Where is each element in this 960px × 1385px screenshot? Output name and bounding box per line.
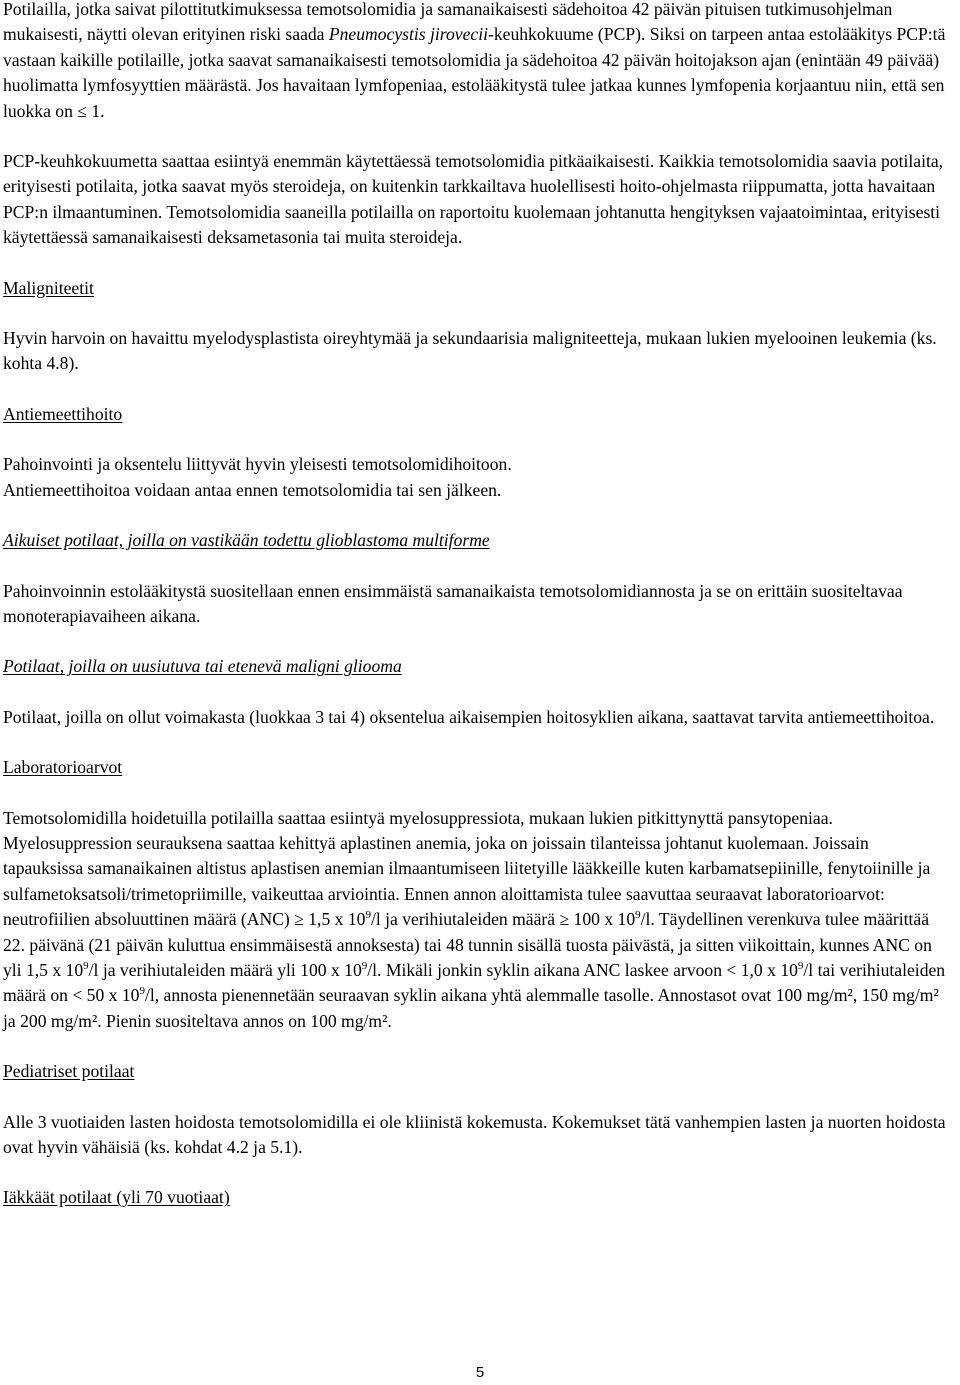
text-run: /l ja verihiutaleiden määrä ≥ 100 x 10 <box>370 909 636 930</box>
paragraph-pcp-long-term: PCP-keuhkokuumetta saattaa esiintyä enemmän käytettäessä temotsolomidia pitkäaikaisesti. Kaikkia temotsolomidia saavia potilaita, erityisesti potilaita, jotka saavat myös steroideja, on kuitenkin tarkkailtava huolellisesti hoito-ohjelmasta riippumatta, jotta havaitaan PCP:n ilmaantuminen. Temotsolomidia saaneilla potilailla on raportoitu kuolemaan johtanutta hengityksen vajaatoimintaa, erityisesti käytettäessä samanaikaisesti deksametasonia tai muita steroideja. <box>3 151 944 248</box>
page-number: 5 <box>475 1364 485 1381</box>
text-run: /l. Mikäli jonkin syklin aikana ANC laskee arvoon < 1,0 x 10 <box>367 959 798 980</box>
paragraph-malignancies: Hyvin harvoin on havaittu myelodysplastista oireyhtymää ja sekundaarisia maligniteetteja, mukaan lukien myelooinen leukemia (ks. kohta 4.8). <box>3 328 937 374</box>
text-run: -keuhkokuume (PCP). Siksi on tarpeen antaa estolääkitys PCP:tä vastaan kaikille potilaille, jotka saavat samanaikaisesti temotsolomidia ja sädehoitoa 42 päivän hoitojakson ajan (enintään 49 päivää) huolimatta lymfosyyttien määrästä. Jos havaitaan lymfopeniaa, estolääkitystä tulee jatkaa kunnes lymfopenia korjaantuu niin, että sen luokka on ≤ 1. <box>3 24 946 121</box>
paragraph-laboratory-values <box>3 806 950 1035</box>
superscript: 9 <box>361 959 368 972</box>
text-run: /l. Täydellinen verenkuva tulee määrittää 22. päivänä (21 päivän kuluttua ensimmäisestä annoksesta) tai 48 tunnin sisällä tuosta päivästä, ja sitten viikoittain, kunnes ANC on yli 1,5 x 10 <box>3 909 932 980</box>
superscript: 9 <box>797 959 804 972</box>
heading-malignancies: Maligniteetit <box>3 277 94 298</box>
heading-antiemetic: Antiemeettihoito <box>3 403 123 424</box>
heading-recurrent-glioma: Potilaat, joilla on uusiutuva tai etenevä maligni glioomа <box>3 656 402 677</box>
heading-laboratory-values: Laboratorioarvot <box>3 757 123 778</box>
text-line: Antiemeettihoitoa voidaan antaa ennen temotsolomidia tai sen jälkeen. <box>3 479 502 500</box>
species-name: Pneumocystis jirovecii <box>328 24 488 45</box>
superscript: 9 <box>83 959 89 972</box>
document-page <box>3 0 950 1211</box>
paragraph-pediatric-patients: Alle 3 vuotiaiden lasten hoidosta temotsolomidilla ei ole kliinistä kokemusta. Kokemukset tätä vanhempien lasten ja nuorten hoidosta ovat hyvin vähäisiä (ks. kohdat 4.2 ja 5.1). <box>3 1111 946 1157</box>
text-line: Pahoinvointi ja oksentelu liittyvät hyvin yleisesti temotsolomidihoitoon. <box>3 454 512 475</box>
superscript: 9 <box>635 909 641 922</box>
paragraph-pcp-risk <box>3 0 950 124</box>
heading-adult-patients: Aikuiset potilaat, joilla on vastikään todettu glioblastoma multiforme <box>3 530 490 551</box>
text-run: /l tai verihiutaleiden määrä on < 50 x 10 <box>3 959 946 1006</box>
text-run: /l, annosta pienennetään seuraavan syklin aikana yhtä alemmalle tasolle. Annostasot ovat 100 mg/m², 150 mg/m² ja 200 mg/m². Pienin suositeltava annos on 100 mg/m². <box>3 985 939 1031</box>
paragraph-recurrent-glioma: Potilaat, joilla on ollut voimakasta (luokkaa 3 tai 4) oksentelua aikaisempien hoitosyklien aikana, saattavat tarvita antiemeettihoitoa. <box>3 706 935 727</box>
paragraph-adult-patients: Pahoinvoinnin estolääkitystä suositellaan ennen ensimmäistä samanaikaista temotsolomidiannosta ja se on erittäin suositeltavaa monoterapiavaiheen aikana. <box>3 580 903 626</box>
text-run: Potilailla, jotka saivat pilottitutkimuksessa temotsolomidia ja samanaikaisesti sädehoitoa 42 päivän pituisen tutkimusohjelman mukaisesti, näytti olevan erityinen riski saada <box>3 0 893 45</box>
superscript: 9 <box>365 909 371 922</box>
heading-elderly-patients: Iäkkäät potilaat (yli 70 vuotiaat) <box>3 1187 230 1208</box>
paragraph-antiemetic <box>3 452 950 503</box>
text-run: /l ja verihiutaleiden määrä yli 100 x 10 <box>88 959 362 980</box>
superscript: 9 <box>139 985 145 998</box>
heading-pediatric-patients: Pediatriset potilaat <box>3 1061 135 1082</box>
text-run: Temotsolomidilla hoidetuilla potilailla saattaa esiintyä myelosuppressiota, mukaan lukien pitkittynyttä pansytopeniaa. Myelosuppression seurauksena saattaa kehittyä aplastinen anemia, joka on joissain tilanteissa johtanut kuolemaan. Joissain tapauksissa samanaikainen altistus aplastisen anemian ilmaantumiseen liitetyille lääkkeille kuten karbamatsepiinille, fenytoiinille ja sulfametoksatsoli/trimetopriimille, vaikeuttaa arviointia. Ennen annon aloittamista tulee saavuttaa seuraavat laboratorioarvot: neutrofiilien absoluuttinen määrä (ANC) ≥ 1,5 x 10 <box>3 807 931 930</box>
